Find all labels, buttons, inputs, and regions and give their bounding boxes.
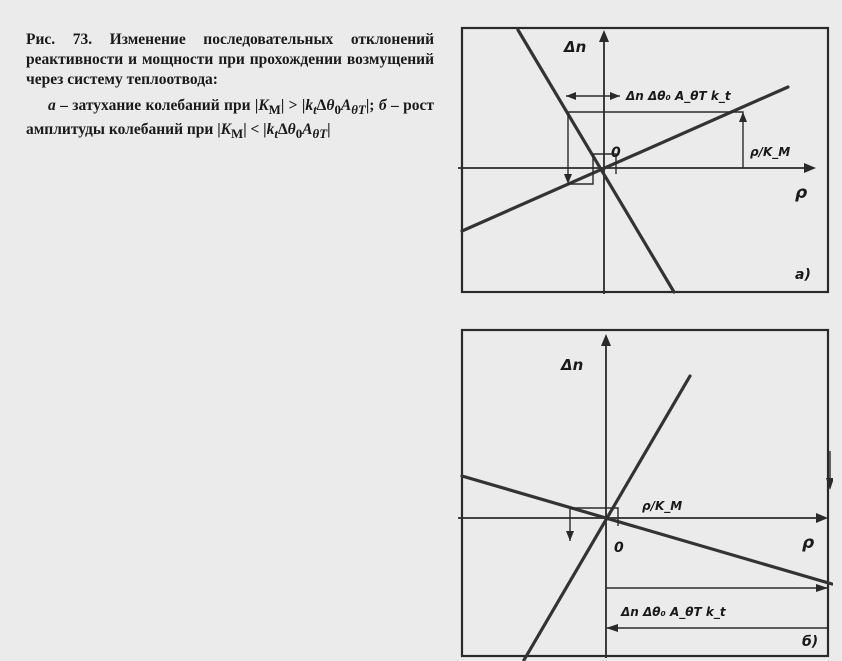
figure-b-path-arrow-down — [566, 531, 574, 541]
figure-a-path-arrow-up — [739, 112, 747, 122]
figure-a-x-axis-label: ρ — [795, 183, 808, 203]
caption-items: а – затухание колебаний при $|K_M| > |k_t\Delta\theta_0A_{\theta T}|$; б – рост амплитуды колебаний при $|K_M| < |k_t\Delta\theta_0A_{\theta T}|$ — [26, 97, 434, 142]
figure-a-y-axis-arrow — [599, 30, 609, 42]
figure-a-origin-label: 0 — [611, 145, 621, 161]
figure-b-y-axis-arrow — [601, 334, 611, 346]
figure-a-frame — [462, 28, 828, 292]
figure-b-panel-label: б) — [802, 634, 819, 650]
figure-a-slope-label-1: Δn Δθ₀ A_θT k_t — [626, 89, 731, 103]
figure-a-steep-line — [518, 30, 674, 292]
figure-a-dimension-arrow-right — [610, 92, 620, 100]
figure-b-dimension-arrow-1 — [816, 584, 828, 592]
figure-b-x-axis-arrow — [816, 513, 828, 523]
figure-a-x-axis-arrow — [804, 163, 816, 173]
figure-b-shallow-line — [462, 476, 832, 584]
caption-title: Рис. 73. Изменение последовательных отклонений реактивности и мощности при прохождении возмущений через систему теплоотвода: — [26, 31, 434, 88]
figure-b-dimension-arrow-2 — [606, 624, 618, 632]
figure-b-y-axis-label: Δn — [561, 356, 584, 374]
figure-caption — [26, 30, 434, 144]
figure-b-origin-label: 0 — [614, 540, 624, 556]
figure-b-slope-label-1: ρ/K_M — [642, 499, 683, 513]
figure-a-diagram — [458, 24, 833, 296]
figure-a-y-axis-label: Δn — [564, 38, 587, 56]
figure-a-dimension-arrow-left — [566, 92, 576, 100]
figure-b-x-axis-label: ρ — [802, 533, 815, 553]
figure-a-slope-label-2: ρ/K_M — [750, 145, 791, 159]
figure-a-panel-label: а) — [795, 267, 811, 283]
figure-b-slope-label-2: Δn Δθ₀ A_θT k_t — [621, 605, 726, 619]
figure-b-diagram — [458, 326, 833, 661]
